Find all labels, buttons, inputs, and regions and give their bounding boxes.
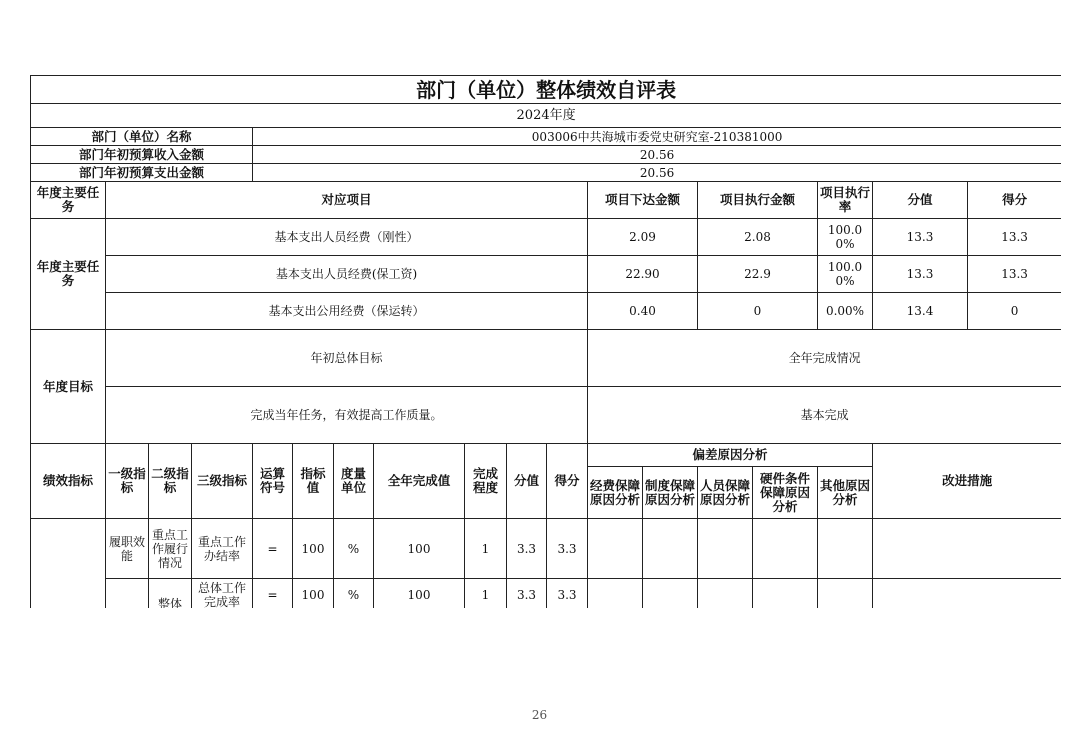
- goals-value-row: [31, 387, 1062, 444]
- ind-degree: 1: [465, 519, 507, 579]
- ind-dev-system: [643, 579, 698, 609]
- dept-name-value: 003006中共海城市委党史研究室-210381000: [253, 128, 1062, 146]
- task-score-value: 13.4: [873, 293, 968, 329]
- col-level2: 二级指标: [149, 444, 192, 519]
- page-number: 26: [531, 708, 548, 722]
- info-row: [31, 128, 1062, 146]
- task-item: 基本支出人员经费(保工资): [106, 256, 588, 293]
- ind-level2: 重点工作履行情况: [149, 519, 192, 579]
- task-row: [31, 256, 1062, 293]
- col-executed: 项目执行金额: [698, 182, 818, 219]
- task-item: 基本支出公用经费（保运转）: [106, 293, 588, 330]
- ind-dev-other: [818, 519, 873, 579]
- info-row: [31, 164, 1062, 182]
- task-allocated: 2.09: [588, 219, 698, 256]
- ind-actual: 100: [374, 519, 465, 579]
- completion-header: 全年完成情况: [588, 330, 1062, 387]
- info-row: [31, 146, 1062, 164]
- indicator-row: [31, 579, 1062, 609]
- task-score-value: 13.3: [873, 256, 968, 292]
- task-allocated: 22.90: [588, 256, 698, 293]
- ind-unit: %: [334, 579, 374, 609]
- col-score-value: [873, 182, 1062, 219]
- ind-score-value: 3.3: [507, 519, 547, 579]
- ind-level3: 总体工作完成率: [192, 579, 253, 609]
- indicator-header-row: [31, 444, 1062, 467]
- col-dev-funding: 经费保障原因分析: [588, 467, 643, 519]
- col-item: 对应项目: [106, 182, 588, 219]
- task-score: 0: [1010, 304, 1019, 318]
- goals-header-row: [31, 330, 1062, 387]
- col-target: 指标值: [293, 444, 334, 519]
- ind-dev-hardware: [753, 519, 818, 579]
- col-level1: 一级指标: [106, 444, 149, 519]
- dept-name-label: 部门（单位）名称: [31, 128, 253, 146]
- fiscal-year: 2024年度: [31, 104, 1062, 128]
- ind-level1: [106, 579, 149, 609]
- tasks-section-label: 年度主要任务: [31, 219, 106, 330]
- task-scores: [873, 256, 1062, 293]
- completion-value: 基本完成: [588, 387, 1062, 444]
- ind-actual: 100: [374, 579, 465, 609]
- task-item: 基本支出人员经费（刚性）: [106, 219, 588, 256]
- ind-score-value: 3.3: [507, 579, 547, 609]
- performance-table-area: [30, 75, 1061, 608]
- budget-income-label: 部门年初预算收入金额: [31, 146, 253, 164]
- ind-level2: 整体: [149, 579, 192, 609]
- col-improvement: 改进措施: [873, 444, 1062, 519]
- indicators-label: 绩效指标: [31, 444, 106, 519]
- task-allocated: 0.40: [588, 293, 698, 330]
- ind-dev-funding: [588, 579, 643, 609]
- indicator-row: [31, 519, 1062, 579]
- ind-dev-system: [643, 519, 698, 579]
- task-row: [31, 293, 1062, 330]
- ind-improvement: [873, 579, 1062, 609]
- ind-score: 3.3: [547, 579, 588, 609]
- goals-label: 年度目标: [31, 330, 106, 444]
- task-executed: 2.08: [698, 219, 818, 256]
- col-allocated: 项目下达金额: [588, 182, 698, 219]
- task-rate: 0.00%: [818, 293, 873, 330]
- budget-expense-value: 20.56: [253, 164, 1062, 182]
- col-score-value-label: 分值: [873, 182, 968, 218]
- budget-income-value: 20.56: [253, 146, 1062, 164]
- initial-goal-value: 完成当年任务，有效提高工作质量。: [106, 387, 588, 444]
- col-actual: 全年完成值: [374, 444, 465, 519]
- ind-operator: =: [253, 519, 293, 579]
- col-ind-score-value: 分值: [507, 444, 547, 519]
- col-deviation: 偏差原因分析: [588, 444, 873, 467]
- col-score-label: 得分: [1002, 192, 1028, 207]
- ind-dev-personnel: [698, 579, 753, 609]
- col-dev-other: 其他原因分析: [818, 467, 873, 519]
- task-score: 13.3: [1001, 230, 1028, 244]
- col-dev-personnel: 人员保障原因分析: [698, 467, 753, 519]
- table-title: 部门（单位）整体绩效自评表: [31, 76, 1062, 104]
- task-score: 13.3: [1001, 267, 1028, 281]
- task-scores: [873, 293, 1062, 330]
- ind-dev-personnel: [698, 519, 753, 579]
- ind-improvement: [873, 519, 1062, 579]
- task-score-value: 13.3: [873, 219, 968, 255]
- ind-target: 100: [293, 579, 334, 609]
- ind-dev-other: [818, 579, 873, 609]
- ind-score: 3.3: [547, 519, 588, 579]
- tasks-header-row: [31, 182, 1062, 219]
- ind-operator: =: [253, 579, 293, 609]
- task-executed: 0: [698, 293, 818, 330]
- task-rate: 100.00%: [818, 219, 873, 256]
- task-scores: [873, 219, 1062, 256]
- ind-unit: %: [334, 519, 374, 579]
- indicator-section-blank: [31, 519, 106, 609]
- task-row: [31, 219, 1062, 256]
- budget-expense-label: 部门年初预算支出金额: [31, 164, 253, 182]
- ind-target: 100: [293, 519, 334, 579]
- col-level3: 三级指标: [192, 444, 253, 519]
- initial-goal-header: 年初总体目标: [106, 330, 588, 387]
- task-rate: 100.00%: [818, 256, 873, 293]
- ind-degree: 1: [465, 579, 507, 609]
- ind-level3: 重点工作办结率: [192, 519, 253, 579]
- task-executed: 22.9: [698, 256, 818, 293]
- col-dev-hardware: 硬件条件保障原因分析: [753, 467, 818, 519]
- tasks-header-label: 年度主要任务: [31, 182, 106, 219]
- col-unit: 度量单位: [334, 444, 374, 519]
- col-dev-system: 制度保障原因分析: [643, 467, 698, 519]
- ind-level1: 履职效能: [106, 519, 149, 579]
- performance-self-evaluation-table: [30, 75, 1061, 608]
- col-rate: 项目执行率: [818, 182, 873, 219]
- col-ind-score: 得分: [547, 444, 588, 519]
- ind-dev-hardware: [753, 579, 818, 609]
- col-degree: 完成程度: [465, 444, 507, 519]
- ind-dev-funding: [588, 519, 643, 579]
- col-operator: 运算符号: [253, 444, 293, 519]
